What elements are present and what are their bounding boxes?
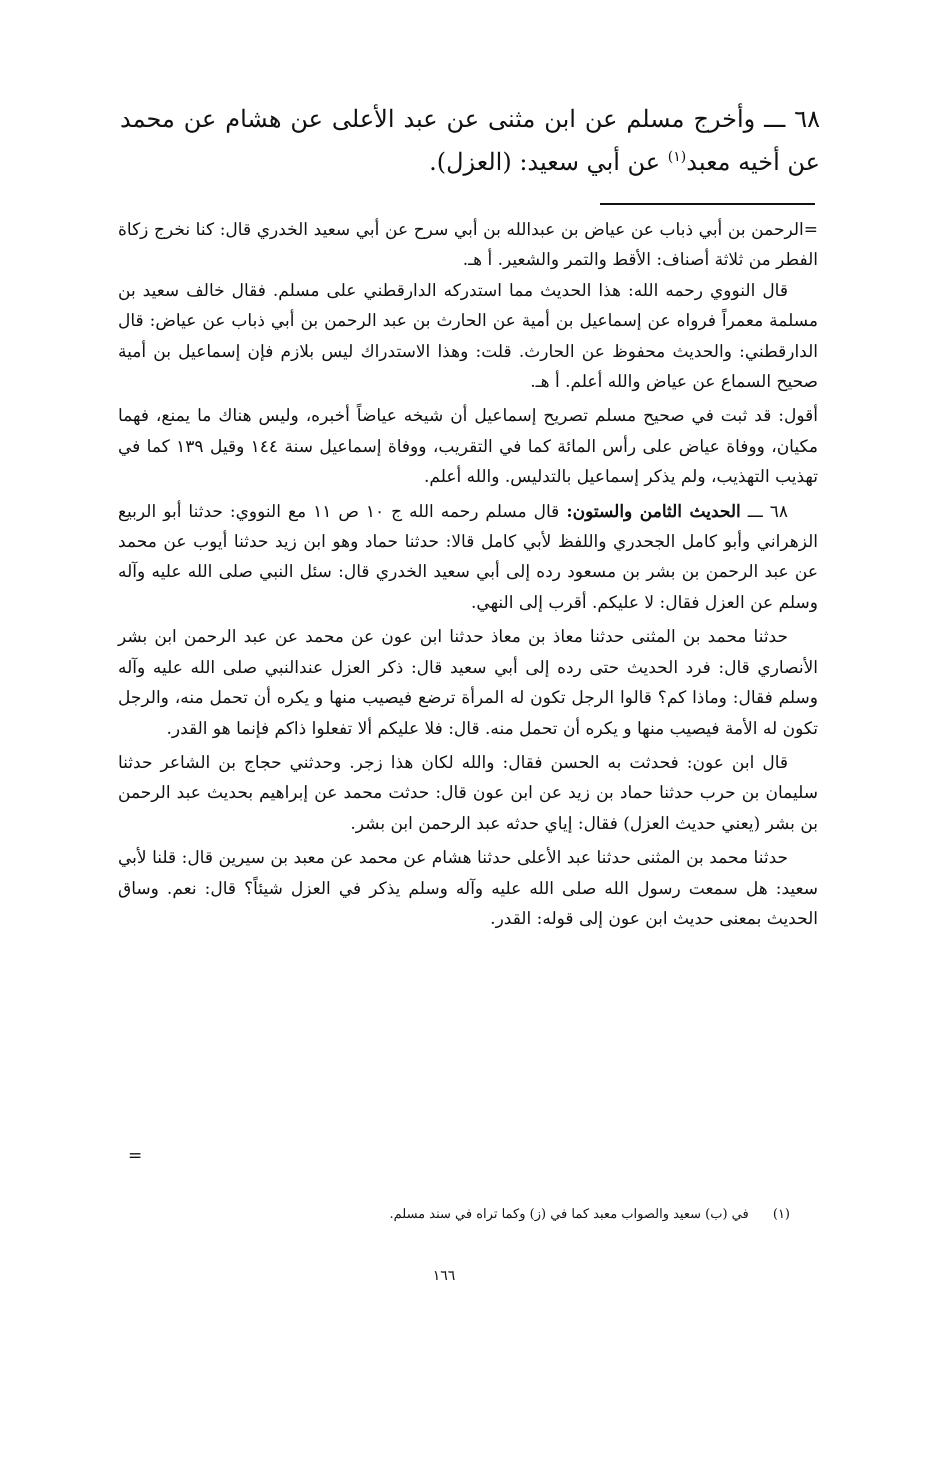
commentary-paragraph: حدثنا محمد بن المثنى حدثنا معاذ بن معاذ حدثنا ابن عون عن محمد عن عبد الرحمن ابن بشر الأنصاري قال: فرد الحديث حتى رده إلى أبي سعيد قال: ذكر العزل عندالنبي صلى الله عليه وآله وسلم فقال: وماذا كم؟ قالوا الرجل تكون له المرأة ترضع فيصيب منها و يكره أن تحمل منه، والرجل تكون له الأمة فيصيب منها و يكره أن تحمل منه. قال: فلا عليكم ألا تفعلوا ذاكم فإنما هو القدر. [118, 627, 818, 739]
footnote-reference: (١) [667, 149, 687, 165]
hadith-68-heading: الحديث الثامن والستون: [566, 501, 741, 522]
commentary-paragraph: أقول: قد ثبت في صحيح مسلم تصريح إسماعيل أن شيخه عياضاً أخبره، وليس هناك ما يمنع، فهما مكيان، ووفاة عياض على رأس المائة كما في التقريب، ووفاة إسماعيل سنة ١٤٤ وقيل ١٣٩ كما في تهذيب التهذيب، ولم يذكر إسماعيل بالتدليس. والله أعلم. [118, 406, 818, 488]
hadith-68-paragraph [118, 497, 818, 619]
page-number: ١٦٦ [432, 1268, 456, 1284]
commentary-paragraph: حدثنا محمد بن المثنى حدثنا عبد الأعلى حدثنا هشام عن محمد عن معبد بن سيرين قال: قلنا لأبي سعيد: هل سمعت رسول الله صلى الله عليه وآله وسلم يذكر في العزل شيئاً؟ قال: نعم. وساق الحديث بمعنى حديث ابن عون إلى قوله: القدر. [118, 848, 818, 929]
main-text-line2-before: أخيه معبد [686, 148, 780, 176]
footnote [300, 1205, 790, 1225]
hadith-68-text: قال مسلم رحمه الله ج ١٠ ص ١١ مع النووي: حدثنا أبو الربيع الزهراني وأبو كامل الجحدري واللفظ لأبي كامل قالا: حدثنا حماد وهو ابن زيد حدثنا أيوب عن محمد عن عبد الرحمن بن بشر بن مسعود رده إلى أبي سعيد الخدري قال: سئل النبي صلى الله عليه وآله وسلم عن العزل فقال: لا عليكم. أقرب إلى النهي. [118, 501, 818, 613]
footnote-text: في (ب) سعيد والصواب معبد كما في (ز) وكما تراه في سند مسلم. [389, 1207, 749, 1222]
commentary-paragraph: =الرحمن بن أبي ذباب عن عياض بن عبدالله بن أبي سرح عن أبي سعيد الخدري قال: كنا نخرج زكاة الفطر من ثلاثة أصناف: الأقط والتمر والشعير. أ هـ. [118, 220, 818, 271]
hadith-main-text [120, 100, 820, 181]
continuation-mark: = [128, 1146, 143, 1166]
commentary-block [118, 215, 818, 934]
hadith-number: ٦٨ [794, 105, 820, 133]
commentary-paragraph: قال النووي رحمه الله: هذا الحديث مما استدركه الدارقطني على مسلم. فقال خالف سعيد بن مسلمة معمراً فرواه عن إسماعيل بن أمية عن الحارث بن عبد الرحمن بن أبي ذباب عن عياض: قال الدارقطني: والحديث محفوظ عن الحارث. قلت: وهذا الاستدراك ليس بلازم فإن إسماعيل بن أمية صحيح السماع عن عياض والله أعلم. أ هـ. [118, 280, 818, 393]
main-text-line1: ـــ وأخرج مسلم عن ابن مثنى عن عبد الأعلى عن هشام عن محمد عن [120, 105, 820, 176]
footnote-mark: (١) [772, 1207, 790, 1222]
commentary-paragraph: قال ابن عون: فحدثت به الحسن فقال: والله لكان هذا زجر. وحدثني حجاج بن الشاعر حدثنا سليمان بن حرب حدثنا حماد بن زيد عن ابن عون قال: حدثت محمد عن إبراهيم بحديث عبد الرحمن بن بشر (يعني حديث العزل) فقال: إياي حدثه عبد الرحمن ابن بشر. [118, 752, 818, 834]
hadith-68-number: ٦٨ ـــ [747, 501, 788, 522]
main-text-line2-after: عن أبي سعيد: (العزل). [429, 148, 661, 176]
separator-rule [600, 203, 815, 205]
